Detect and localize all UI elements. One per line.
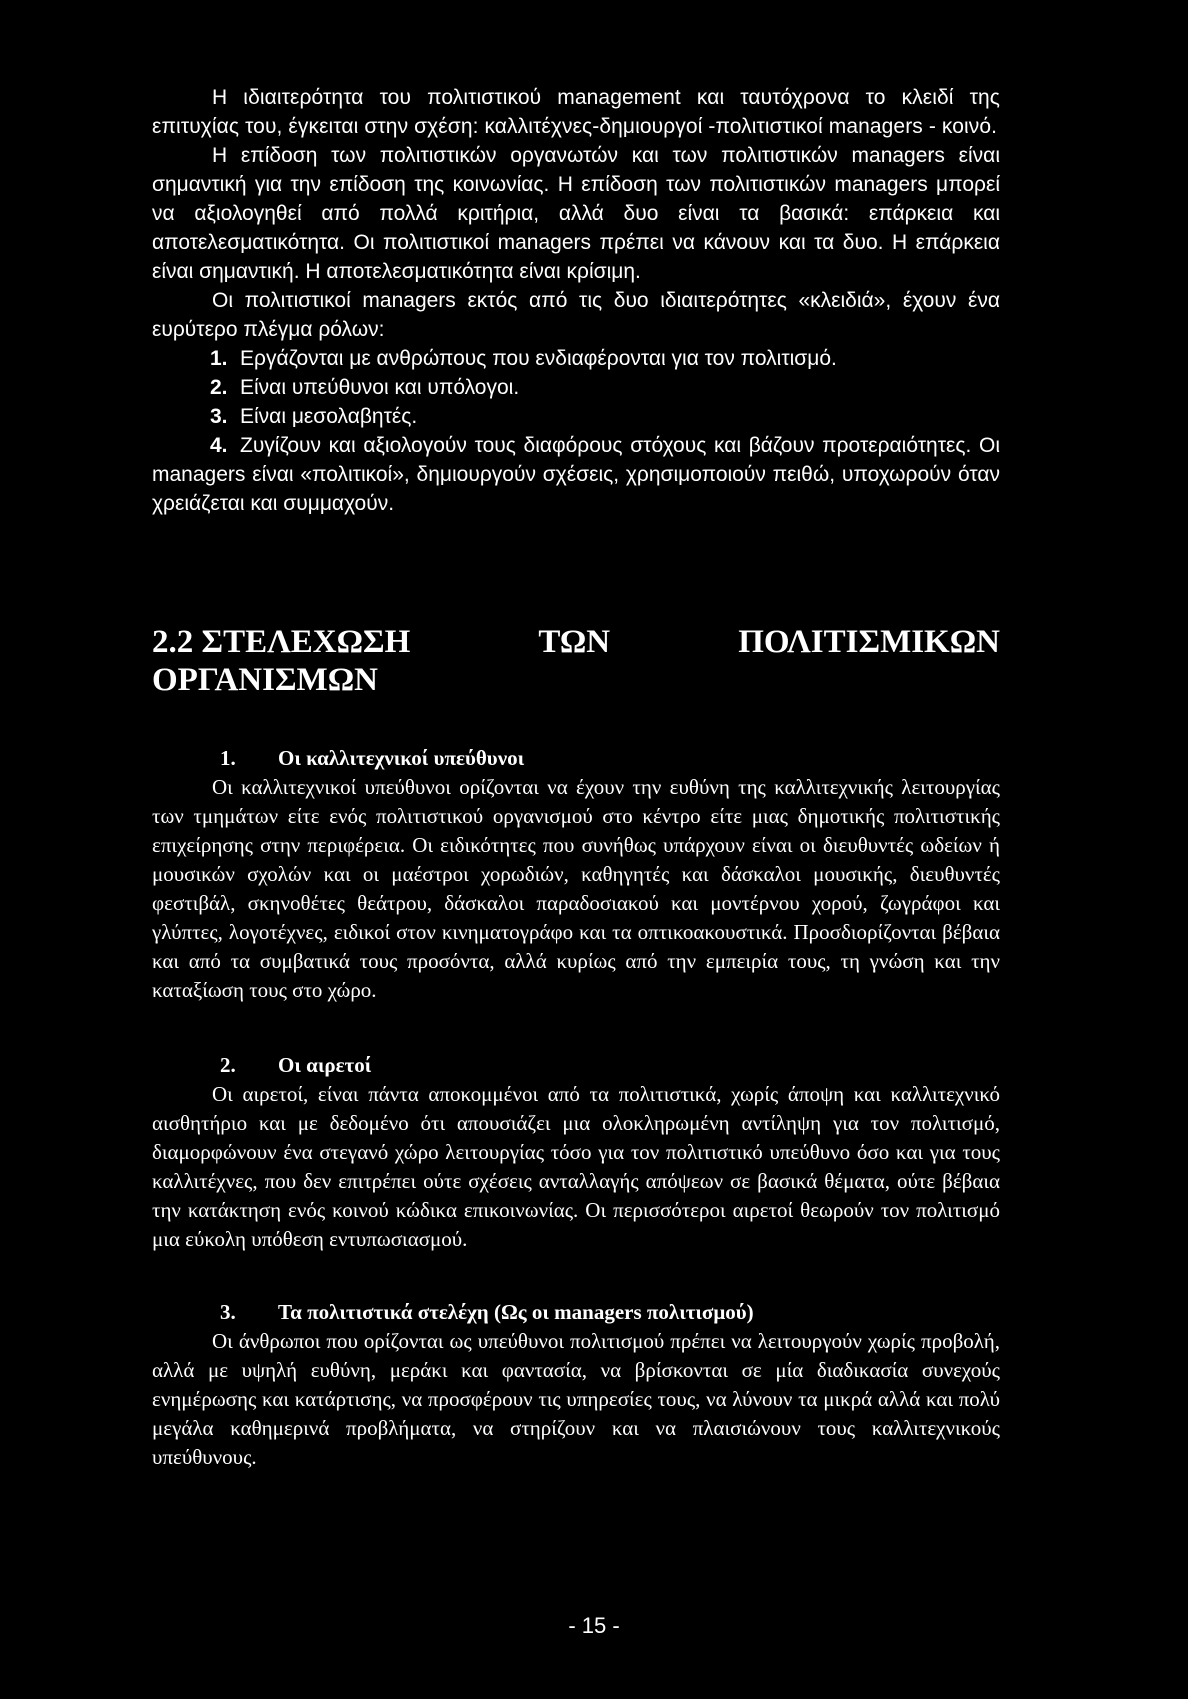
subsection-number: 3. xyxy=(220,1300,236,1324)
list-item xyxy=(152,344,1000,373)
page-number: - 15 - xyxy=(568,1613,620,1638)
subsection-body-1: Οι καλλιτεχνικοί υπεύθυνοι ορίζονται να έχουν την ευθύνη της καλλιτεχνικής λειτουργίας των τμημάτων είτε ενός πολιτιστικού οργανισμού στο κέντρο είτε μιας δημοτικής πολιτιστικής επιχείρησης στην περιφέρεια. Οι ειδικότητες που συνήθως υπάρχουν είναι οι διευθυντές ωδείων ή μουσικών σχολών και οι μαέστροι χορωδιών, καθηγητές και δάσκαλοι μουσικής, διευθυντές φεστιβάλ, σκηνοθέτες θεάτρου, δάσκαλοι παραδοσιακού και μοντέρνου χορού, ζωγράφοι και γλύπτες, λογοτέχνες, ειδικοί στον κινηματογράφο και τα οπτικοακουστικά. Προσδιορίζονται βέβαια και από τα συμβατικά τους προσόντα, αλλά κυρίως από την εμπειρία τους, τη γνώση και την καταξίωση τους στο χώρο. xyxy=(152,775,1000,1002)
list-item-number: 3. xyxy=(210,405,228,428)
list-item-text: Εργάζονται με ανθρώπους που ενδιαφέρονται για τον πολιτισμό. xyxy=(240,347,837,370)
subsection-title-3 xyxy=(152,1298,1000,1327)
subsection-title-1 xyxy=(152,744,1000,773)
list-item-text: Είναι υπεύθυνοι και υπόλογοι. xyxy=(240,376,520,399)
subsection-title: Οι καλλιτεχνικοί υπεύθυνοι xyxy=(278,746,525,770)
subsection-body-2: Οι αιρετοί, είναι πάντα αποκομμένοι από τα πολιτιστικά, χωρίς άποψη και καλλιτεχνικό αισθητήριο και με δεδομένο ότι απουσιάζει μια ολοκληρωμένη αντίληψη για τον πολιτισμό, διαμορφώνουν ένα στεγανό χώρο λειτουργίας τόσο για τον πολιτιστικό υπεύθυνο όσο και για τους καλλιτέχνες, που δεν επιτρέπει ούτε σχέσεις ανταλλαγής απόψεων σε βασικά θέματα, ούτε βέβαια την κατάκτηση ενός κοινού κώδικα επικοινωνίας. Οι περισσότεροι αιρετοί θεωρούν τον πολιτισμό μια εύκολη υπόθεση εντυπωσιασμού. xyxy=(152,1082,1000,1251)
list-item xyxy=(152,431,1000,518)
subsection-number: 2. xyxy=(220,1053,236,1077)
heading-word-3: ΠΟΛΙΤΙΣΜΙΚΩΝ xyxy=(738,624,1000,660)
document-page xyxy=(152,83,1000,1472)
intro-paragraph-1: Η ιδιαιτερότητα του πολιτιστικού management και ταυτόχρονα το κλειδί της επιτυχίας του, έγκειται στην σχέση: καλλιτέχνες-δημιουργοί -πολιτιστικοί managers - κοινό. xyxy=(152,86,1000,138)
list-item xyxy=(152,402,1000,431)
subsection-title: Οι αιρετοί xyxy=(278,1053,372,1077)
subsection-title: Τα πολιτιστικά στελέχη (Ως οι managers πολιτισμού) xyxy=(278,1300,754,1324)
list-item-number: 4. xyxy=(210,434,228,457)
heading-word-2: ΤΩΝ xyxy=(538,624,611,660)
heading-word-1: 2.2 ΣΤΕΛΕΧΩΣΗ xyxy=(152,624,411,660)
subsection-number: 1. xyxy=(220,746,236,770)
subsection-title-2 xyxy=(152,1051,1000,1080)
subsection-body-3: Οι άνθρωποι που ορίζονται ως υπεύθυνοι πολιτισμού πρέπει να λειτουργούν χωρίς προβολή, αλλά με υψηλή ευθύνη, μεράκι και φαντασία, να βρίσκονται σε μία διαδικασία συνεχούς ενημέρωσης και κατάρτισης, να προσφέρουν τις υπηρεσίες τους, να λύνουν τα μικρά αλλά και πολύ μεγάλα καθημερινά προβλήματα, να στηρίζουν και να πλαισιώνουν τους καλλιτεχνικούς υπεύθυνους. xyxy=(152,1329,1000,1469)
list-item-text: Ζυγίζουν και αξιολογούν τους διαφόρους στόχους και βάζουν προτεραιότητες. Οι managers είναι «πολιτικοί», δημιουργούν σχέσεις, χρησιμοποιούν πειθώ, υποχωρούν όταν χρειάζεται και συμμαχούν. xyxy=(152,434,1000,515)
list-item xyxy=(152,373,1000,402)
section-heading-line-2: ΟΡΓΑΝΙΣΜΩΝ xyxy=(152,662,378,698)
list-item-number: 1. xyxy=(210,347,228,370)
roles-list xyxy=(152,344,1000,518)
list-item-text: Είναι μεσολαβητές. xyxy=(240,405,418,428)
intro-paragraph-3: Οι πολιτιστικοί managers εκτός από τις δυο ιδιαιτερότητες «κλειδιά», έχουν ένα ευρύτερο πλέγμα ρόλων: xyxy=(152,289,1000,341)
section-heading xyxy=(152,623,1000,661)
list-item-number: 2. xyxy=(210,376,228,399)
intro-paragraph-2: Η επίδοση των πολιτιστικών οργανωτών και των πολιτιστικών managers είναι σημαντική για την επίδοση της κοινωνίας. Η επίδοση των πολιτιστικών managers μπορεί να αξιολογηθεί από πολλά κριτήρια, αλλά δυο είναι τα βασικά: επάρκεια και αποτελεσματικότητα. Οι πολιτιστικοί managers πρέπει να κάνουν και τα δυο. Η επάρκεια είναι σημαντική. Η αποτελεσματικότητα είναι κρίσιμη. xyxy=(152,144,1000,283)
